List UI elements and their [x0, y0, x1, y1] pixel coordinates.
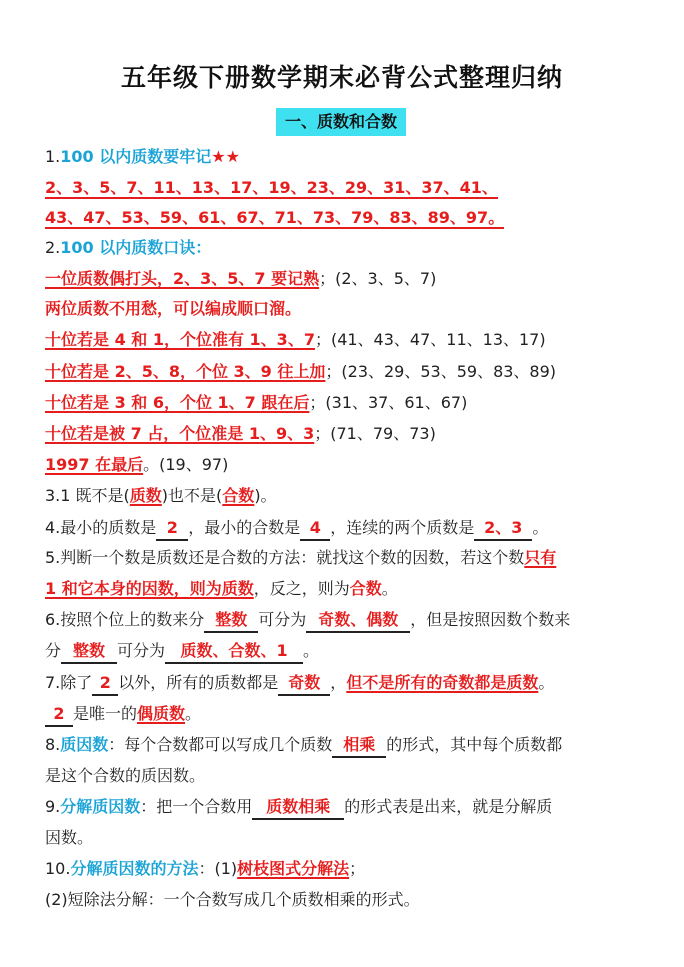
term: 分解质因数: [60, 797, 141, 816]
item-text: 的形式表是出来，就是分解质: [344, 797, 553, 816]
item-8-line-1: [45, 733, 644, 758]
primes-line-1: [45, 176, 644, 200]
rhyme-note: ；(31、37、61、67): [309, 393, 468, 412]
rhyme-text: 十位若是 2、5、8，个位 3、9 往上加: [45, 362, 326, 381]
primes-line-2: [45, 206, 644, 230]
answer: 合数: [349, 579, 382, 598]
item-3: [45, 484, 644, 508]
item-number: 9.: [45, 797, 61, 816]
item-number: 8.: [45, 735, 61, 754]
item-text: 。: [381, 579, 398, 598]
item-heading: 100 以内质数要牢记: [60, 147, 212, 166]
answer: 2: [92, 672, 118, 696]
item-5-line-2: [45, 577, 644, 601]
answer: 质数、合数、1: [165, 640, 303, 664]
item-text: ，: [330, 673, 347, 692]
item-text: 。: [538, 673, 555, 692]
rhyme-note: ；(41、43、47、11、13、17): [314, 330, 546, 349]
answer: 2: [156, 517, 188, 541]
item-text: 6.按照个位上的数来分: [45, 610, 205, 629]
item-text: ，最小的合数是: [188, 518, 301, 537]
item-number: 1.: [45, 147, 61, 166]
item-text: 是这个合数的质因数。: [45, 766, 206, 785]
answer: 合数: [222, 486, 255, 505]
rhyme-note: ；(23、29、53、59、83、89): [325, 362, 557, 381]
answer: 2、3: [474, 517, 532, 541]
answer: 奇数、偶数: [306, 609, 410, 633]
rhyme-note: ；(2、3、5、7): [319, 269, 437, 288]
rhyme-text: 1997 在最后: [45, 455, 144, 474]
item-text: 的形式，其中每个质数都: [386, 735, 563, 754]
item-6-line-2: [45, 639, 644, 664]
item-10-line-1: [45, 857, 644, 881]
item-7-line-2: [45, 702, 644, 727]
item-text: ：(1): [198, 859, 238, 878]
rhyme-line-7: [45, 453, 644, 477]
rhyme-line-5: [45, 391, 644, 415]
item-text: ，连续的两个质数是: [330, 518, 475, 537]
rhyme-text: 两位质数不用愁，可以编成顺口溜。: [45, 299, 302, 318]
answer: 4: [300, 517, 330, 541]
item-text: 7.除了: [45, 673, 93, 692]
answer: 质数相乘: [252, 796, 344, 820]
item-9-line-1: [45, 795, 644, 820]
rhyme-line-4: [45, 360, 644, 384]
item-6-line-1: [45, 608, 644, 633]
item-9-line-2: [45, 826, 644, 850]
item-text: 3.1 既不是(: [45, 486, 130, 505]
item-10-line-2: [45, 888, 644, 912]
item-text: ：把一个合数用: [140, 797, 253, 816]
rhyme-text: 十位若是 3 和 6，个位 1、7 跟在后: [45, 393, 310, 412]
answer: 质数: [129, 486, 162, 505]
item-7-line-1: [45, 671, 644, 696]
item-text: (2)短除法分解：一个合数写成几个质数相乘的形式。: [45, 890, 420, 909]
item-text: 可分为: [258, 610, 307, 629]
item-2-heading: [45, 236, 644, 260]
item-text: )也不是(: [161, 486, 223, 505]
stars-icon: ★★: [211, 147, 240, 166]
rhyme-note: 。(19、97): [143, 455, 229, 474]
answer: 偶质数: [137, 704, 186, 723]
section-title: 一、质数和合数: [276, 108, 406, 136]
term: 质因数: [60, 735, 109, 754]
item-text: ：每个合数都可以写成几个质数: [108, 735, 333, 754]
answer: 奇数: [278, 672, 330, 696]
item-text: ，反之，则为: [253, 579, 350, 598]
item-text: 分: [45, 641, 62, 660]
item-text: )。: [254, 486, 277, 505]
item-heading: 100 以内质数口诀：: [60, 238, 212, 257]
item-8-line-2: [45, 764, 644, 788]
rhyme-text: 十位若是 4 和 1，个位准有 1、3、7: [45, 330, 315, 349]
answer: 树枝图式分解法: [237, 859, 350, 878]
item-text: 因数。: [45, 828, 94, 847]
rhyme-line-2: [45, 297, 644, 321]
term: 分解质因数的方法: [70, 859, 199, 878]
answer: 只有: [524, 548, 557, 567]
item-4: [45, 516, 644, 541]
item-text: 4.最小的质数是: [45, 518, 157, 537]
item-text: 。: [532, 518, 549, 537]
item-text: ；: [349, 859, 366, 878]
rhyme-note: ；(71、79、73): [314, 424, 436, 443]
answer: 2、3、5、7、11、13、17、19、23、29、31、37、41、: [45, 178, 498, 197]
item-text: 以外，所有的质数都是: [118, 673, 279, 692]
answer: 整数: [204, 609, 258, 633]
page-title: 五年级下册数学期末必背公式整理归纳: [120, 63, 563, 92]
item-text: 。: [185, 704, 202, 723]
item-text: 是唯一的: [73, 704, 138, 723]
rhyme-line-3: [45, 328, 644, 352]
answer: 1 和它本身的因数，则为质数: [45, 579, 254, 598]
item-5-line-1: [45, 546, 644, 570]
rhyme-line-1: [45, 267, 644, 291]
item-1-heading: [45, 145, 644, 169]
answer: 2: [45, 703, 73, 727]
answer: 整数: [61, 640, 117, 664]
answer: 相乘: [332, 734, 386, 758]
item-text: 可分为: [117, 641, 166, 660]
item-text: 5.判断一个数是质数还是合数的方法：就找这个数的因数，若这个数: [45, 548, 525, 567]
answer: 43、47、53、59、61、67、71、73、79、83、89、97。: [45, 208, 505, 227]
rhyme-text: 一位质数偶打头，2、3、5、7 要记熟: [45, 269, 320, 288]
rhyme-line-6: [45, 422, 644, 446]
item-number: 10.: [45, 859, 71, 878]
answer: 但不是所有的奇数都是质数: [346, 673, 539, 692]
item-number: 2.: [45, 238, 61, 257]
item-text: 。: [303, 641, 320, 660]
rhyme-text: 十位若是被 7 占，个位准是 1、9、3: [45, 424, 315, 443]
item-text: ，但是按照因数个数来: [410, 610, 571, 629]
